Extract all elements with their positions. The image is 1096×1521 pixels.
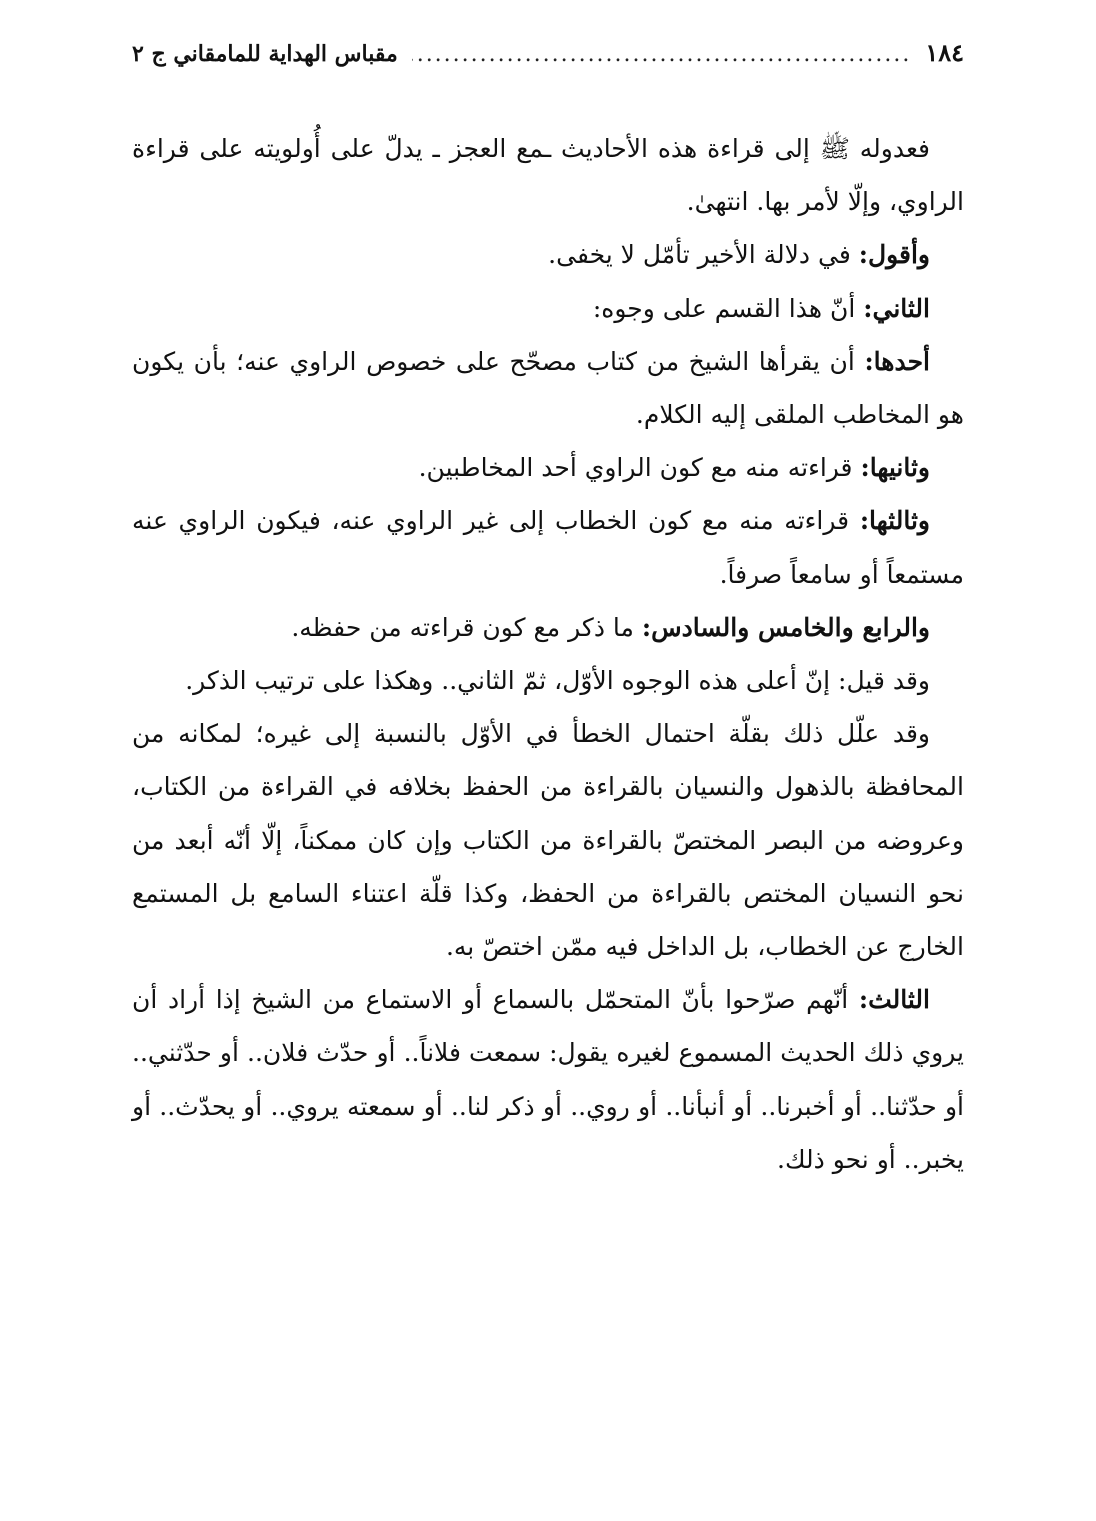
paragraph — [132, 601, 964, 654]
paragraph — [132, 973, 964, 1186]
paragraph-text: وقد قيل: إنّ أعلى هذه الوجوه الأوّل، ثمّ الثاني.. وهكذا على ترتيب الذكر. — [185, 666, 930, 696]
paragraph-text: وقد علّل ذلك بقلّة احتمال الخطأ في الأوّل بالنسبة إلى غيره؛ لمكانه من المحافظة بالذهول والنسيان بالقراءة من الحفظ بخلافه في القراءة من الكتاب، وعروضه من البصر المختصّ بالقراءة من الكتاب وإن كان ممكناً، إلّا أنّه أبعد من نحو النسيان المختص بالقراءة من الحفظ، وكذا قلّة اعتناء السامع بل المستمع الخارج عن الخطاب، بل الداخل فيه ممّن اختصّ به. — [132, 719, 964, 962]
paragraph — [132, 228, 964, 281]
paragraph — [132, 494, 964, 600]
header-leader-dots — [412, 42, 912, 67]
paragraph-lead: الثالث: — [858, 985, 930, 1015]
paragraph-text: قراءته منه مع كون الخطاب إلى غير الراوي عنه، فيكون الراوي عنه مستمعاً أو سامعاً صرفاً. — [132, 506, 964, 589]
paragraph-text: أنّ هذا القسم على وجوه: — [592, 293, 864, 323]
running-title: مقباس الهداية للمامقاني ج ٢ — [132, 41, 398, 67]
paragraph-text: قراءته منه مع كون الراوي أحد المخاطبين. — [418, 453, 861, 483]
paragraph-lead: أحدها: — [864, 346, 930, 376]
paragraph-lead: الثاني: — [863, 293, 930, 323]
book-page — [132, 38, 964, 1186]
paragraph-lead: وثالثها: — [859, 506, 930, 536]
paragraph-text: أنّهم صرّحوا بأنّ المتحمّل بالسماع أو الاستماع من الشيخ إذا أراد أن يروي ذلك الحديث المسموع لغيره يقول: سمعت فلاناً.. أو حدّث فلان.. أو حدّثني.. أو حدّثنا.. أو أخبرنا.. أو أنبأنا.. أو روي.. أو ذكر لنا.. أو سمعته يروي.. أو يحدّث.. أو يخبر.. أو نحو ذلك. — [132, 985, 964, 1174]
paragraph — [132, 335, 964, 441]
paragraph-text: أن يقرأها الشيخ من كتاب مصحّح على خصوص الراوي عنه؛ بأن يكون هو المخاطب الملقى إليه الكلام. — [132, 346, 964, 430]
paragraph-text: فعدوله ﷺ إلى قراءة هذه الأحاديث ـمع العجز ـ يدلّ على أُولويته على قراءة الراوي، وإلّا لأمر بها. انتهىٰ. — [132, 134, 964, 217]
paragraph — [132, 282, 964, 335]
paragraph-text: في دلالة الأخير تأمّل لا يخفى. — [548, 240, 859, 270]
paragraph — [132, 707, 964, 973]
paragraph-lead: وأقول: — [858, 240, 930, 270]
paragraph-lead: وثانيها: — [860, 453, 930, 483]
page-number: ١٨٤ — [925, 38, 964, 67]
page-body — [132, 122, 964, 1186]
paragraph — [132, 122, 964, 228]
page-header — [132, 38, 964, 82]
paragraph — [132, 654, 964, 707]
paragraph — [132, 441, 964, 494]
paragraph-lead: والرابع والخامس والسادس: — [641, 612, 930, 642]
paragraph-text: ما ذكر مع كون قراءته من حفظه. — [291, 612, 642, 642]
